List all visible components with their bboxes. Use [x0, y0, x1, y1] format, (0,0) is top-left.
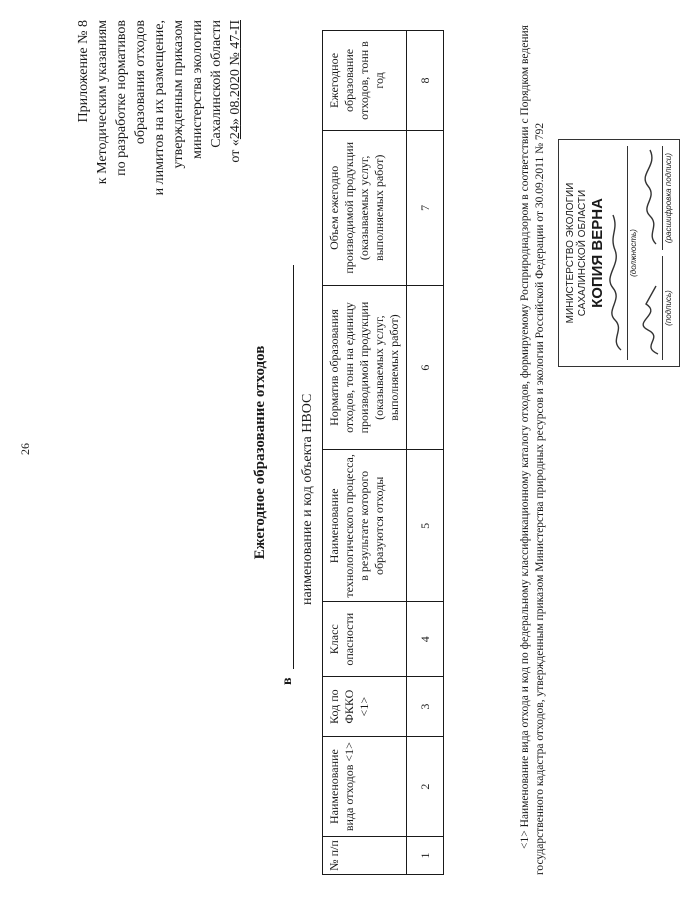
decode-col	[648, 146, 675, 250]
signature-pair	[648, 146, 675, 360]
handwritten-name	[642, 140, 664, 250]
waste-table	[322, 30, 444, 875]
header-cell-hazard-class: Класс опасности	[323, 602, 407, 677]
column-number-cell: 3	[407, 677, 444, 737]
header-cell-waste-name: Наименование вида отходов <1>	[323, 737, 407, 837]
signature-caption: (подпись)	[664, 290, 673, 326]
table-numbering-row	[407, 31, 444, 875]
position-line	[613, 146, 628, 360]
document-title: Ежегодное образование отходов	[252, 345, 268, 560]
decode-line	[648, 146, 663, 250]
appendix-line: утвержденным приказом	[171, 20, 186, 169]
column-number-cell: 6	[407, 285, 444, 450]
stamp-line: САХАЛИНСКОЙ ОБЛАСТИ	[577, 189, 588, 317]
appendix-block	[74, 20, 245, 280]
appendix-date-line	[226, 20, 245, 280]
column-number-cell: 5	[407, 450, 444, 602]
stamp-title: КОПИЯ ВЕРНА	[589, 198, 606, 308]
header-cell-number: № п/п	[323, 837, 407, 875]
date-prefix: от «	[228, 139, 243, 163]
header-cell-volume: Объем ежегодно производимой продукции (оказываемых услуг, выполняемых работ)	[323, 130, 407, 285]
appendix-line: Сахалинской области	[209, 20, 224, 148]
column-number-cell: 4	[407, 602, 444, 677]
appendix-line: министерства экологии	[190, 20, 205, 159]
signature-scribble	[642, 280, 664, 360]
nvos-underline	[293, 265, 294, 669]
column-number-cell: 7	[407, 130, 444, 285]
page-number: 26	[18, 443, 32, 455]
nvos-prefix: в	[280, 677, 295, 685]
appendix-line: и лимитов на их размещение,	[152, 20, 167, 196]
column-number-cell: 2	[407, 737, 444, 837]
footnote: <1> Наименование вида отхода и код по федеральному классификационному каталогу отходов, формируемому Росприроднадзором в соответствии с Порядком ведения государственного кадастра отходов, утвержденным приказом Министерства природных ресурсов и экологии Российской Федерации от 30.09.2011 № 792	[519, 25, 546, 875]
column-number-cell: 8	[407, 31, 444, 131]
appendix-line: Приложение № 8	[76, 20, 91, 123]
handwritten-position	[607, 210, 627, 360]
nvos-caption: наименование и код объекта НВОС	[300, 393, 315, 605]
signature-line	[648, 256, 663, 360]
table-header-row	[323, 31, 407, 875]
header-cell-fkko-code: Код по ФККО <1>	[323, 677, 407, 737]
date-day: 24	[228, 125, 243, 140]
header-cell-annual: Ежегодное образование отходов, тонн в год	[323, 31, 407, 131]
appendix-line: по разработке нормативов	[114, 20, 129, 176]
stamp-line: МИНИСТЕРСТВО ЭКОЛОГИИ	[565, 182, 576, 324]
position-caption: (должность)	[629, 229, 638, 277]
header-cell-norm: Норматив образования отходов, тонн на единицу производимой продукции (оказываемых услуг, выполняемых работ)	[323, 285, 407, 450]
decode-caption: (расшифровка подписи)	[664, 152, 673, 244]
column-number-cell: 1	[407, 837, 444, 875]
signature-col	[648, 256, 675, 360]
certification-stamp	[558, 139, 680, 367]
appendix-line: образования отходов	[133, 20, 148, 145]
appendix-line: к Методическим указаниям	[95, 20, 110, 185]
nvos-field	[276, 265, 296, 685]
header-cell-process: Наименование технологического процесса, в результате которого образуются отходы	[323, 450, 407, 602]
date-mid: » 08.2020 №	[228, 48, 243, 126]
date-number: 47-П	[228, 20, 243, 49]
